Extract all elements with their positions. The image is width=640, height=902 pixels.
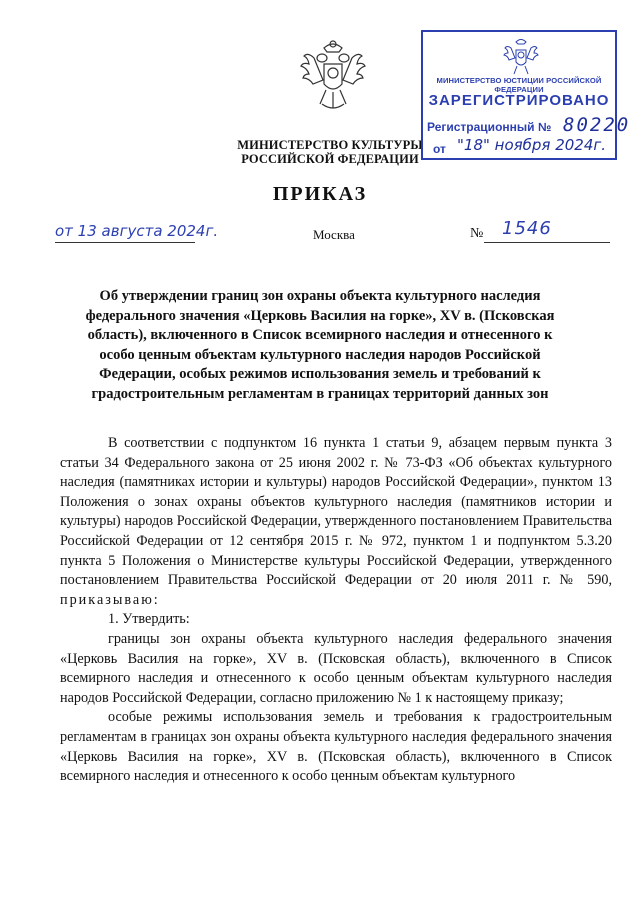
stamp-date-prefix: от [433,142,446,156]
number-underline [484,242,610,243]
ministry-line-1: МИНИСТЕРСТВО КУЛЬТУРЫ [237,138,423,152]
intro-text: В соответствии с подпунктом 16 пункта 1 статьи 9, абзацем первым пункта 3 статьи 34 Федерального закона от 25 июня 2002 г. № 73-ФЗ «Об объектах культурного наследия (памятниках истории и культуры) народов Российской Федерации», пунктом 13 Положения о зонах охраны объектов культурного наследия (памятников истории и культуры) народов Российской Федерации, утвержденного постановлением Правительства Российской Федерации от 12 сентября 2015 г. № 972, пунктом 1 и подпунктом 5.3.20 пункта 5 Положения о Министерстве культуры Российской Федерации, утвержденного постановлением Правительства Российской Федерации от 20 июля 2011 г. № 590, [60,435,612,589]
stamp-registration-number: 80220 [563,114,631,136]
order-number: 1546 [502,218,552,239]
stamp-emblem-icon [503,36,539,76]
date-underline [55,242,195,243]
stamp-registration-label: Регистрационный № [427,120,552,134]
ministry-name [224,138,436,166]
ministry-line-2: РОССИЙСКОЙ ФЕДЕРАЦИИ [241,152,419,166]
intro-paragraph [60,434,612,610]
document-type-title: ПРИКАЗ [272,183,368,205]
paragraph-boundaries: границы зон охраны объекта культурного наследия федерального значения «Церковь Василия на горке», XV в. (Псковская область), включенного в Список всемирного наследия и отнесенного к особо ценным объектам культурного наследия народов Российской Федерации, согласно приложению № 1 к настоящему приказу; [60,630,612,706]
order-word: приказываю: [60,591,160,608]
stamp-registered-label: ЗАРЕГИСТРИРОВАНО [428,92,610,109]
coat-of-arms-emblem [300,38,366,116]
city-name: Москва [313,227,355,242]
order-date: от 13 августа 2024г. [55,222,219,240]
stamp-date: "18" ноября 2024г. [457,136,607,154]
number-label: № [470,226,484,241]
order-body [60,434,612,787]
paragraph-regimes: особые режимы использования земель и требования к градостроительным регламентам в границах зон охраны объекта культурного наследия федерального значения «Церковь Василия на горке», XV в. (Псковская область), включенного в Список всемирного наследия и отнесенного к особо ценным объектам культурного [60,709,612,785]
registration-stamp [421,30,631,160]
item-1: 1. Утвердить: [108,611,190,628]
stamp-ministry-name: МИНИСТЕРСТВО ЮСТИЦИИ РОССИЙСКОЙ ФЕДЕРАЦИИ [436,76,602,94]
order-heading: Об утверждении границ зон охраны объекта культурного наследия федерального значения «Церковь Василия на горке», XV в. (Псковская область), включенного в Список всемирного наследия и отнесенного к особо ценным объектам культурного наследия народов Российской Федерации, особых режимов использования земель и требований к градостроительным регламентам в границах территорий данных зон [85,288,555,402]
